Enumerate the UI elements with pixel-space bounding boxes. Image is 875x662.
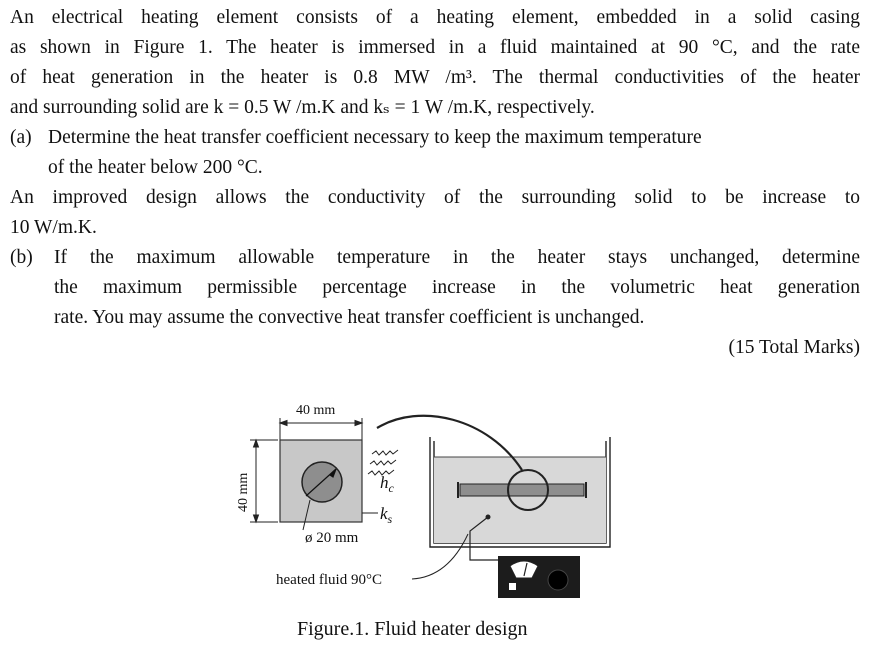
intro-line-2: as shown in Figure 1. The heater is immersed in a fluid maintained at 90 °C, and the rate xyxy=(10,37,860,58)
intro-line-3: of heat generation in the heater is 0.8 MW /m³. The thermal conductivities of the heater xyxy=(10,67,860,88)
fluid-fill xyxy=(434,457,606,543)
part-a-label: (a) xyxy=(10,127,32,148)
part-b-line-1: If the maximum allowable temperature in the heater stays unchanged, determine xyxy=(54,247,860,268)
ks-label: $k_s$ xyxy=(380,504,393,526)
width-dimension xyxy=(280,418,362,442)
convection-arrows xyxy=(368,450,398,475)
controller-switch xyxy=(509,583,516,590)
width-label: 40 mm xyxy=(296,403,336,418)
part-a-line-1: Determine the heat transfer coefficient necessary to keep the maximum temperature xyxy=(48,127,702,148)
height-label: 40 mm xyxy=(236,472,251,512)
intro-line-1: An electrical heating element consists of a heating element, embedded in a solid casing xyxy=(10,7,860,28)
diameter-label: ø 20 mm xyxy=(305,530,359,546)
improved-line-2: 10 W/m.K. xyxy=(10,217,97,238)
improved-line-1: An improved design allows the conductivity of the surrounding solid to be increase to xyxy=(10,187,860,208)
figure-caption: Figure.1. Fluid heater design xyxy=(297,618,528,640)
hc-label: $h_c$ xyxy=(380,473,394,495)
intro-line-4: and surrounding solid are k = 0.5 W /m.K and kₛ = 1 W /m.K, respectively. xyxy=(10,97,595,118)
height-dimension xyxy=(250,440,278,522)
controller-knob xyxy=(548,570,568,590)
part-b-line-3: rate. You may assume the convective heat transfer coefficient is unchanged. xyxy=(54,307,645,328)
part-b-line-2: the maximum permissible percentage increase in the volumetric heat generation xyxy=(54,277,860,298)
part-b-label: (b) xyxy=(10,247,33,268)
total-marks: (15 Total Marks) xyxy=(728,337,860,358)
heater-rod xyxy=(460,484,584,496)
fluid-label: heated fluid 90°C xyxy=(276,572,382,588)
part-a-line-2: of the heater below 200 °C. xyxy=(48,157,263,178)
